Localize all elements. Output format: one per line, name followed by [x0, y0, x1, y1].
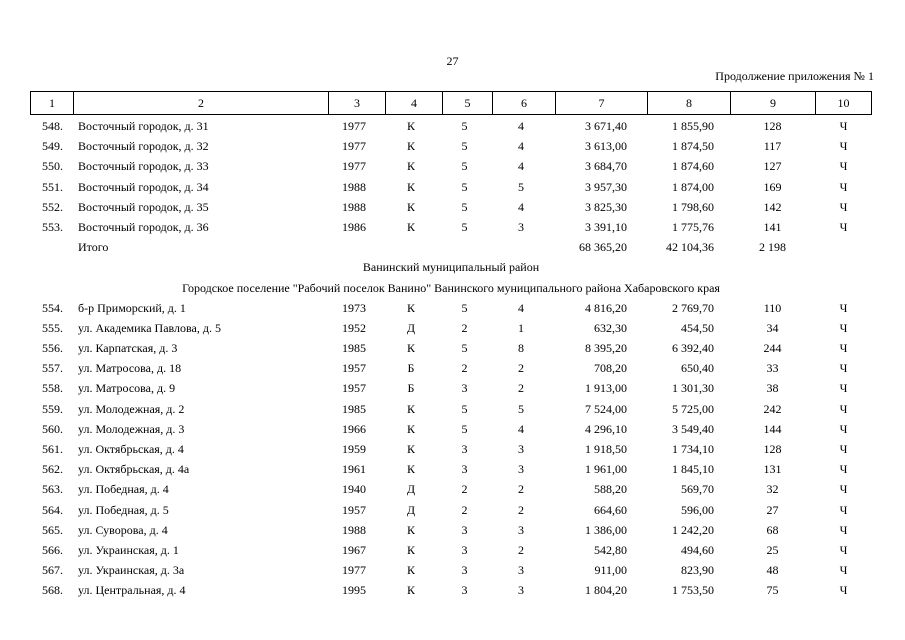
row-material: К	[406, 421, 415, 436]
row-entrances: 4	[518, 119, 524, 133]
row-living-area: 1 874,60	[672, 159, 714, 174]
total-residents: 2 198	[759, 240, 786, 255]
row-total-area: 7 524,00	[585, 401, 627, 416]
settlement-heading: Городское поселение "Рабочий поселок Ванино" Ванинского муниципального района Хабаровского края	[182, 280, 720, 295]
row-address: ул. Октябрьская, д. 4	[78, 442, 184, 456]
row-living-area: 1 775,76	[672, 219, 714, 234]
row-year: 1977	[342, 563, 366, 578]
row-total-area: 708,20	[594, 361, 627, 376]
row-material: К	[406, 401, 415, 416]
row-address: ул. Карпатская, д. 3	[78, 341, 178, 356]
header-cell: 6	[493, 92, 556, 114]
table-row	[30, 399, 872, 419]
row-entrances: 5	[518, 401, 524, 416]
row-floors: 3	[461, 583, 468, 598]
row-year: 1988	[342, 179, 366, 194]
table-row	[30, 540, 872, 560]
row-material: К	[406, 442, 415, 456]
table-row	[30, 580, 872, 600]
row-total-area: 1 918,50	[585, 442, 627, 456]
row-entrances: 4	[518, 421, 524, 436]
row-material: К	[406, 563, 415, 578]
row-address: б-р Приморский, д. 1	[78, 300, 186, 315]
row-year: 1959	[342, 442, 366, 456]
row-floors: 2	[461, 320, 468, 335]
row-living-area: 2 769,70	[672, 300, 714, 315]
row-total-area: 1 961,00	[585, 462, 627, 477]
row-type: Ч	[839, 401, 848, 416]
row-material: Д	[406, 502, 416, 517]
row-address: ул. Академика Павлова, д. 5	[78, 320, 221, 335]
row-living-area: 1 874,00	[672, 179, 714, 194]
row-type: Ч	[839, 341, 848, 356]
table-row	[30, 378, 872, 398]
row-floors: 5	[461, 421, 468, 436]
row-type: Ч	[839, 583, 848, 598]
row-material: Б	[407, 361, 415, 376]
header-cell: 5	[443, 92, 493, 114]
row-entrances: 5	[518, 179, 524, 194]
row-address: Восточный городок, д. 36	[78, 219, 209, 234]
total-area: 68 365,20	[579, 240, 627, 255]
row-floors: 5	[461, 139, 468, 154]
row-type: Ч	[839, 442, 848, 456]
row-residents: 141	[763, 219, 782, 234]
header-cell: 1	[31, 92, 74, 114]
row-address: ул. Победная, д. 4	[78, 482, 169, 497]
row-address: ул. Украинская, д. 1	[78, 542, 179, 557]
row-floors: 2	[461, 502, 468, 517]
row-type: Ч	[839, 300, 848, 315]
row-entrances: 3	[518, 522, 524, 537]
row-residents: 68	[766, 522, 779, 537]
table-header	[30, 91, 872, 115]
row-year: 1966	[342, 421, 366, 436]
row-residents: 25	[766, 542, 779, 557]
row-residents: 38	[766, 381, 779, 396]
row-material: К	[406, 542, 415, 557]
table-row	[30, 217, 872, 237]
row-type: Ч	[839, 381, 848, 396]
row-living-area: 6 392,40	[672, 341, 714, 356]
row-type: Ч	[839, 199, 848, 214]
row-total-area: 632,30	[594, 320, 627, 335]
table-row	[30, 358, 872, 378]
row-year: 1957	[342, 361, 366, 376]
table-body	[30, 116, 872, 601]
row-type: Ч	[839, 320, 848, 335]
row-total-area: 542,80	[594, 542, 627, 557]
total-row	[30, 237, 872, 257]
table-row	[30, 177, 872, 197]
row-entrances: 4	[518, 139, 524, 154]
table-row	[30, 479, 872, 499]
row-number: 556.	[42, 341, 63, 356]
row-number: 561.	[42, 442, 63, 456]
row-type: Ч	[839, 522, 848, 537]
table-row	[30, 419, 872, 439]
row-material: К	[406, 139, 415, 154]
header-cell: 10	[837, 96, 850, 110]
row-number: 554.	[42, 300, 63, 315]
row-total-area: 664,60	[594, 502, 627, 517]
row-type: Ч	[839, 502, 848, 517]
header-cell: 3	[329, 92, 386, 114]
row-entrances: 2	[518, 361, 524, 376]
row-year: 1985	[342, 341, 366, 356]
row-total-area: 3 957,30	[585, 179, 627, 194]
row-floors: 5	[461, 300, 468, 315]
row-number: 553.	[42, 219, 63, 234]
row-number: 565.	[42, 522, 63, 537]
row-total-area: 3 671,40	[585, 119, 627, 133]
row-living-area: 1 242,20	[672, 522, 714, 537]
row-type: Ч	[839, 159, 848, 174]
table-row	[30, 560, 872, 580]
table-row	[30, 116, 872, 136]
row-material: Б	[407, 381, 415, 396]
header-cell: 9	[731, 92, 816, 114]
table-row	[30, 298, 872, 318]
row-address: ул. Матросова, д. 9	[78, 381, 176, 396]
row-entrances: 3	[518, 442, 524, 456]
row-year: 1973	[342, 300, 366, 315]
row-living-area: 1 855,90	[672, 119, 714, 133]
continuation-note: Продолжение приложения № 1	[715, 69, 874, 83]
row-type: Ч	[839, 119, 848, 133]
row-entrances: 2	[518, 381, 524, 396]
row-residents: 144	[763, 421, 782, 436]
row-type: Ч	[839, 179, 848, 194]
row-number: 550.	[42, 159, 63, 174]
row-material: Д	[406, 320, 416, 335]
table-row	[30, 500, 872, 520]
row-year: 1995	[342, 583, 366, 598]
row-year: 1977	[342, 139, 366, 154]
row-material: К	[406, 300, 415, 315]
table-row	[30, 318, 872, 338]
table-row	[30, 136, 872, 156]
table-row	[30, 459, 872, 479]
row-number: 559.	[42, 401, 63, 416]
table-row	[30, 439, 872, 459]
row-type: Ч	[839, 563, 848, 578]
row-number: 548.	[42, 119, 63, 133]
row-residents: 117	[763, 139, 782, 154]
row-year: 1957	[342, 502, 366, 517]
row-material: К	[406, 583, 415, 598]
row-total-area: 3 391,10	[585, 219, 627, 234]
row-floors: 3	[461, 462, 468, 477]
row-year: 1988	[342, 522, 366, 537]
row-total-area: 4 296,10	[585, 421, 627, 436]
row-address: Восточный городок, д. 34	[78, 179, 209, 194]
row-address: ул. Центральная, д. 4	[78, 583, 186, 598]
row-material: К	[406, 462, 415, 477]
row-total-area: 8 395,20	[585, 341, 627, 356]
total-living-area: 42 104,36	[666, 240, 714, 255]
row-floors: 3	[461, 563, 468, 578]
header-cell: 2	[74, 92, 329, 114]
row-entrances: 3	[518, 583, 524, 598]
row-living-area: 494,60	[681, 542, 714, 557]
row-total-area: 3 825,30	[585, 199, 627, 214]
row-residents: 128	[763, 442, 782, 456]
row-floors: 5	[461, 119, 468, 133]
row-address: Восточный городок, д. 33	[78, 159, 209, 174]
row-year: 1985	[342, 401, 366, 416]
row-floors: 3	[461, 522, 468, 537]
row-number: 557.	[42, 361, 63, 376]
row-address: ул. Молодежная, д. 3	[78, 421, 185, 436]
row-year: 1977	[342, 159, 366, 174]
row-address: ул. Молодежная, д. 2	[78, 401, 185, 416]
row-residents: 242	[763, 401, 782, 416]
row-number: 567.	[42, 563, 63, 578]
row-living-area: 569,70	[681, 482, 714, 497]
row-residents: 48	[766, 563, 779, 578]
row-type: Ч	[839, 421, 848, 436]
row-total-area: 1 804,20	[585, 583, 627, 598]
row-entrances: 4	[518, 159, 524, 174]
row-address: ул. Суворова, д. 4	[78, 522, 168, 537]
row-entrances: 4	[518, 300, 524, 315]
row-residents: 128	[763, 119, 782, 133]
row-number: 549.	[42, 139, 63, 154]
row-floors: 2	[461, 482, 468, 497]
row-number: 563.	[42, 482, 63, 497]
row-entrances: 2	[518, 502, 524, 517]
row-material: К	[406, 179, 415, 194]
row-floors: 5	[461, 179, 468, 194]
row-floors: 3	[461, 381, 468, 396]
row-floors: 5	[461, 341, 468, 356]
row-number: 566.	[42, 542, 63, 557]
row-address: ул. Октябрьская, д. 4а	[78, 462, 190, 477]
row-year: 1977	[342, 119, 366, 133]
row-total-area: 911,00	[594, 563, 627, 578]
row-total-area: 3 613,00	[585, 139, 627, 154]
row-type: Ч	[839, 139, 848, 154]
row-year: 1986	[342, 219, 366, 234]
row-material: К	[406, 219, 415, 234]
row-residents: 34	[766, 320, 779, 335]
row-address: Восточный городок, д. 31	[78, 119, 209, 133]
row-material: К	[406, 341, 415, 356]
row-floors: 3	[461, 542, 468, 557]
row-number: 558.	[42, 381, 63, 396]
row-residents: 75	[766, 583, 779, 598]
row-floors: 3	[461, 442, 468, 456]
row-type: Ч	[839, 482, 848, 497]
row-year: 1961	[342, 462, 366, 477]
header-cell: 7	[556, 92, 648, 114]
row-residents: 32	[766, 482, 779, 497]
row-address: Восточный городок, д. 32	[78, 139, 209, 154]
row-residents: 131	[763, 462, 782, 477]
row-residents: 169	[763, 179, 782, 194]
row-address: ул. Украинская, д. 3а	[78, 563, 185, 578]
row-living-area: 1 798,60	[672, 199, 714, 214]
table-row	[30, 156, 872, 176]
row-residents: 142	[763, 199, 782, 214]
table-row	[30, 338, 872, 358]
row-floors: 5	[461, 159, 468, 174]
row-type: Ч	[839, 219, 848, 234]
header-cell: 8	[648, 92, 731, 114]
row-type: Ч	[839, 462, 848, 477]
row-entrances: 3	[518, 462, 524, 477]
row-number: 564.	[42, 502, 63, 517]
table-row	[30, 520, 872, 540]
row-total-area: 588,20	[594, 482, 627, 497]
row-floors: 5	[461, 199, 468, 214]
row-material: К	[406, 159, 415, 174]
row-floors: 5	[461, 401, 468, 416]
row-living-area: 1 301,30	[672, 381, 714, 396]
row-material: К	[406, 119, 415, 133]
header-cell: 4	[386, 92, 443, 114]
row-living-area: 650,40	[681, 361, 714, 376]
district-heading: Ванинский муниципальный район	[362, 260, 540, 275]
row-material: Д	[406, 482, 416, 497]
table-row	[30, 197, 872, 217]
row-material: К	[406, 522, 415, 537]
row-living-area: 1 874,50	[672, 139, 714, 154]
row-residents: 244	[763, 341, 782, 356]
row-number: 555.	[42, 320, 63, 335]
row-total-area: 3 684,70	[585, 159, 627, 174]
row-address: ул. Матросова, д. 18	[78, 361, 182, 376]
row-year: 1940	[342, 482, 366, 497]
total-label: Итого	[78, 240, 109, 255]
page-number: 27	[446, 54, 459, 68]
row-residents: 127	[763, 159, 782, 174]
row-residents: 110	[763, 300, 782, 315]
row-year: 1957	[342, 381, 366, 396]
row-living-area: 1 845,10	[672, 462, 714, 477]
row-number: 568.	[42, 583, 63, 598]
row-number: 552.	[42, 199, 63, 214]
row-living-area: 596,00	[681, 502, 714, 517]
row-type: Ч	[839, 542, 848, 557]
row-living-area: 1 734,10	[672, 442, 714, 456]
row-living-area: 823,90	[681, 563, 714, 578]
row-entrances: 4	[518, 199, 524, 214]
row-entrances: 3	[518, 563, 524, 578]
row-number: 551.	[42, 179, 63, 194]
row-total-area: 4 816,20	[585, 300, 627, 315]
row-living-area: 1 753,50	[672, 583, 714, 598]
row-type: Ч	[839, 361, 848, 376]
row-living-area: 5 725,00	[672, 401, 714, 416]
row-material: К	[406, 199, 415, 214]
row-total-area: 1 386,00	[585, 522, 627, 537]
row-year: 1967	[342, 542, 366, 557]
row-entrances: 1	[518, 320, 524, 335]
row-entrances: 8	[518, 341, 524, 356]
row-number: 562.	[42, 462, 63, 477]
row-residents: 27	[766, 502, 779, 517]
row-entrances: 2	[518, 542, 524, 557]
row-entrances: 3	[518, 219, 524, 234]
row-residents: 33	[766, 361, 779, 376]
row-living-area: 3 549,40	[672, 421, 714, 436]
row-year: 1988	[342, 199, 366, 214]
row-floors: 5	[461, 219, 468, 234]
row-total-area: 1 913,00	[585, 381, 627, 396]
row-entrances: 2	[518, 482, 524, 497]
row-floors: 2	[461, 361, 468, 376]
row-year: 1952	[342, 320, 366, 335]
row-number: 560.	[42, 421, 63, 436]
row-living-area: 454,50	[681, 320, 714, 335]
row-address: ул. Победная, д. 5	[78, 502, 169, 517]
row-address: Восточный городок, д. 35	[78, 199, 209, 214]
